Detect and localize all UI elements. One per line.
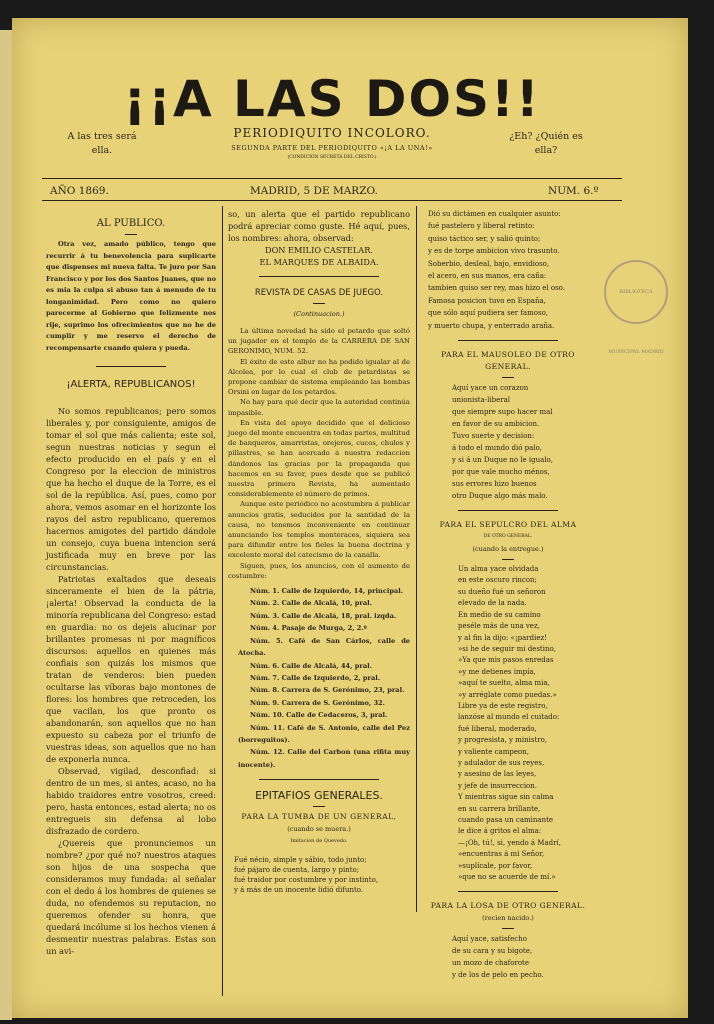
heading-sepulcro: PARA EL SEPULCRO DEL ALMA (439, 520, 577, 530)
poem-line: á todo el mundo dió palo, (452, 444, 543, 453)
poem-line: cuando pasa un caminante (458, 816, 554, 824)
poem-line: »aquí te suelto, alma mia, (458, 679, 550, 688)
poem-tumba (228, 855, 410, 895)
poem-line: y si á un Duque no le igualo, (452, 456, 553, 465)
revista-para-4: En vista del apoyo decidido que el delicioso juego del monte encuentra en todas partes, multitud de banqueros, amarristas, orejeros, cucos, chulos y pillastres, se han acercado á nuestra redaccion dándonos las gracias por la propaganda que hacemos en su favor, pues desde que se publicó nuestra primera Revista, ha aumentado considerablemente el número de primos. (228, 418, 410, 499)
dateline-place-date: MADRID, 5 DE MARZO. (250, 185, 378, 197)
poem-line: fué pájaro de cuenta, largo y pinto; (234, 866, 360, 875)
poem-line: que sólo aquí pudiera ser famoso, (428, 309, 549, 318)
poem-line: en este oscuro rincon; (458, 576, 537, 585)
poem-line: le dice á gritos el alma: (458, 827, 542, 836)
poem-line: »suplícale, por favor, (458, 861, 533, 870)
alerta-para-4: ¿Quereis que pronunciemos un nombre? ¿por qué no? nuestros ataques son hijos de una sospecha que consideramos muy fundada: al señalar con el dedo á los hombres de quienes se duda, no ofendemos su reputacion, no queremos ofender su honra, que quedará incólume si los hechos vienen á desmentir nuestras palabras. Estas son un avi- (46, 838, 216, 956)
poem-line: »si he de seguir mi destino, (458, 644, 556, 653)
page-edge-left (0, 30, 12, 1020)
poem-line: Famosa posicion tuvo en España, (428, 296, 546, 305)
gambling-house-item: Núm. 2. Calle de Alcalá, 10, pral. (250, 599, 372, 608)
section-rule (458, 891, 558, 892)
poem-line: y progresista, y ministro, (458, 736, 548, 745)
gambling-house-item: Núm. 1. Calle de Izquierdo, 14, principal. (250, 587, 404, 596)
poem-line: en favor de su ambicion. (452, 420, 540, 429)
library-stamp: BIBLIOTECA MUNICIPAL MADRID (604, 260, 668, 324)
poem-line: de su cara y su bigote, (452, 947, 533, 956)
revista-para-2: El éxito de este albur no ha podido igualar al de Alcolea, por lo cual el club de petardistas se propone cambiar de sistema empleando las bombas Orsini en lugar de los petardos. (228, 357, 410, 397)
poem-line: »encuentras á mi Señor, (458, 850, 545, 859)
dateline-year: AÑO 1869. (50, 185, 109, 197)
epitafio-subhead-1c: Imitacion de Quevedo. (290, 838, 348, 845)
gambling-house-item: Núm. 7. Calle de Izquierdo, 2, pral. (250, 673, 381, 682)
column-1 (46, 218, 216, 957)
poem-line: »y arréglate como puedas.» (458, 690, 557, 699)
alerta-para-2: Patriotas exaltados que deseais sinceramente el bien de la pátria, ¡alerta! Observad la conducta de la minoría republicana del Congreso: estad en guardia: no os dejeis alucinar por brillantes promesas ni por magníficos discursos: aquellos en quienes más confiais son quizás los mismos que tratan de venderos: bien pueden ocultarse las víboras bajo montones de flores: los hombres que retroceden, los que vacilan, los que pronto os abandonarán, son aquellos que no han expuesto su cabeza por el triunfo de vuestras ideas, son aquellos que no han de exponerla nunca. (46, 574, 216, 764)
heading-alerta: ¡ALERTA, REPUBLICANOS! (66, 379, 196, 390)
poem-line: Libre ya de este registro, (458, 701, 548, 710)
poem-line: y muerto chupa, y enterrado araña. (428, 321, 555, 330)
poem-line: el acero, en sus manos, era caña: (428, 272, 547, 281)
masthead-subtitle-3: (CONDICION SECRETA DEL CRISTO.) (287, 155, 377, 160)
poem-mausoleo (422, 382, 594, 502)
poem-line: »y me detienes impía, (458, 667, 536, 676)
poem-line: por que vale mucho ménos, (452, 468, 550, 477)
poem-tumba-cont (422, 208, 594, 332)
rule-dateline (42, 200, 622, 201)
poem-line: fué pastelero y liberal retinto: (428, 222, 535, 231)
poem-line: quiso táctico ser, y salió quinto; (428, 234, 541, 243)
poem-line: lanzóse al mundo el cuitado: (458, 713, 560, 722)
poem-line: Dió su dictámen en cualquier asunto: (428, 210, 561, 218)
poem-line: unionista-liberal (452, 396, 511, 405)
poem-line: —¡Oh, tú!, si, yendo á Madrí, (458, 838, 561, 847)
poem-line: otro Duque algo más malo. (452, 492, 548, 501)
poem-line: y adulador de sus reyes, (458, 758, 545, 767)
poem-line: peséle más de una vez, (458, 622, 540, 631)
short-rule (502, 559, 514, 560)
gambling-house-item: Núm. 3. Calle de Alcalá, 18, pral. izqda. (250, 611, 397, 620)
rule-top (42, 178, 622, 179)
short-rule (502, 928, 514, 929)
poem-line: »Ya que mis pasos enredas (458, 656, 554, 665)
poem-line: y al fin la dijo: «¡pardiez! (458, 633, 548, 642)
poem-line: elevado de la nada. (458, 599, 527, 608)
poem-losa (422, 933, 594, 981)
revista-body (228, 326, 410, 581)
epitafio-subhead-1: PARA LA TUMBA DE UN GENERAL, (241, 812, 397, 822)
poem-line: tambien quiso ser rey, mas hizo el oso. (428, 284, 565, 293)
section-rule (259, 276, 379, 277)
revista-para-5: Aunque este periódico no acostumbra á publicar anuncios gratis, seducidos por la santidad de la causa, no tenemos inconveniente en continuar anunciando los templos monteraces, siquiera sea para difundir entre los fieles la buena doctrina y excelente moral del catecismo de la canalla. (228, 500, 410, 560)
gambling-house-list (228, 585, 410, 771)
continuation-label: (Continuacion.) (293, 310, 345, 318)
right-ear-note: ¿Eh? ¿Quién es ella? (509, 131, 583, 156)
heading-revista: REVISTA DE CASAS DE JUEGO. (254, 288, 384, 298)
left-ear-note: A las tres será ella. (67, 131, 137, 156)
heading-losa: PARA LA LOSA DE OTRO GENERAL. (430, 901, 586, 911)
short-rule (125, 234, 137, 235)
short-rule (502, 377, 514, 378)
alerta-continuation: so, un alerta que el partido republicano podrá apreciar como guste. Hé aquí, pues, los nombres: ahora, observad: (228, 209, 410, 243)
poem-line: Aquí yace un corazon (452, 384, 529, 393)
section-rule (458, 340, 558, 341)
gambling-house-item: Núm. 9. Carrera de S. Gerónimo, 32. (250, 698, 385, 707)
short-rule (313, 303, 325, 304)
al-publico-text: Otra vez, amado público, tengo que recurrir á tu benevolencia para suplicarte que dispenses mi nueva falta. Te juro por San Francisco y por los dos Santos Juanes, que no es mia la culpa si abuso tan á menudo de tu longanimidad. Pero como no quiero parecerme al Gobierno que felizmente nos rije, suprimo los ofrecimientos que no he de cumplir y me reservo el derecho de recompensarte cuando quiera y pueda. (46, 240, 216, 352)
name-castelar: DON EMILIO CASTELAR. (265, 245, 373, 255)
heading-al-publico: AL PUBLICO. (96, 218, 166, 229)
newspaper-page (12, 18, 688, 1018)
poem-line: y es de torpe ambicion vivo trasunto. (428, 247, 560, 256)
poem-line: y de los de pelo en pecho. (452, 971, 544, 980)
column-3 (422, 208, 594, 981)
poem-line: y á más de un inocente lidió difunto. (234, 886, 364, 895)
poem-line: sus errores hizo buenos (452, 480, 537, 489)
section-rule (259, 779, 379, 780)
masthead-subtitle-2: SEGUNDA PARTE DEL PERIODIQUITO «¡A LA UNA!» (231, 144, 433, 152)
masthead-subtitle: PERIODIQUITO INCOLORO. (233, 126, 431, 140)
section-rule (458, 510, 558, 511)
poem-line: fué liberal, moderado, (458, 724, 537, 733)
name-albaida: EL MARQUES DE ALBAIDA. (259, 257, 379, 267)
poem-line: que siempre supo hacer mal (452, 408, 553, 417)
poem-line: un mozo de chaforote (452, 959, 529, 968)
poem-line: Un alma yace olvidada (458, 565, 539, 574)
epitafio-subhead-1b: (cuando se muera.) (287, 825, 351, 834)
poem-line: Tuvo suerte y decision: (452, 432, 535, 441)
gambling-house-item: Núm. 12. Calle del Carbon (una rifita muy inocente). (238, 748, 410, 769)
poem-line: en su carrera brillante, (458, 804, 541, 813)
gambling-house-item: Núm. 11. Café de S. Antonio, calle del Pez (borreguitos). (238, 723, 410, 744)
poem-line: su dueño fué un señoron (458, 587, 546, 596)
heading-sepulcro-b: DE OTRO GENERAL. (483, 534, 533, 540)
gambling-house-item: Núm. 10. Calle de Cedaceros, 3, pral. (250, 711, 388, 720)
gambling-house-item: Núm. 8. Carrera de S. Gerónimo, 23, pral. (250, 686, 405, 695)
poem-sepulcro (422, 564, 594, 883)
gambling-house-item: Núm. 4. Pasaje de Murga, 2, 2.º (250, 624, 367, 633)
poem-line: y valiente campeon, (458, 747, 529, 756)
poem-line: Soberbio, desleal, bajo, envidioso, (428, 259, 550, 268)
poem-line: fué traidor por costumbre y por instinto, (234, 876, 379, 885)
poem-line: y jefe de insurreccion. (458, 781, 538, 790)
poem-line: Fué nécio, simple y sábio, todo junto; (234, 856, 367, 865)
gambling-house-item: Núm. 6. Calle de Alcalá, 44, pral. (250, 661, 372, 670)
alerta-para-1: No somos republicanos; pero somos liberales y, por consiguiente, amigos de tomar el sol que más calienta; este sol, segun nuestras noticias y segun el efecto producido en el país y en el Congreso por la eleccion de ministros que ha hecho el duque de la Torre, es el sol de la república. Así, pues, como por ahora, vemos asomar en el horizonte los rayos del astro republicano, queremos hacernos amigotes del partido dándole un consejo, cuya buena intencion será justificada muy en breve por las circunstancias. (46, 406, 216, 572)
poem-line: Y mientras sigue sin calma (458, 793, 554, 802)
column-2 (228, 208, 410, 895)
column-rule-2 (416, 206, 417, 912)
masthead-title: ¡¡A LAS DOS!! (123, 70, 541, 128)
heading-losa-b: (recien nacido.) (482, 914, 534, 923)
revista-para-1: La última novedad ha sido el petardo que soltó un jugador en el templo de la CARRERA DE SAN GERONIMO, NUM. 52. (228, 327, 410, 356)
revista-para-6: Siguen, pues, los anuncios, con el aumento de costumbre: (228, 561, 410, 580)
heading-epitafios: EPITAFIOS GENERALES. (255, 789, 383, 803)
heading-sepulcro-c: (cuando la entregue.) (472, 545, 544, 554)
poem-line: En medio de su camino (458, 610, 541, 619)
column-rule-1 (222, 206, 223, 996)
poem-line: y asesino de las leyes, (458, 770, 537, 779)
dateline-number: NUM. 6.º (548, 185, 599, 197)
heading-mausoleo: PARA EL MAUSOLEO DE OTRO GENERAL. (441, 350, 575, 372)
alerta-para-3: Observad, vigilad, desconfiad: si dentro de un mes, si antes, acaso, no ha habido traidores entre vosotros, creed: pero, hasta entonces, estad alerta; no os entregueis sin defensa al lobo disfrazado de cordero. (46, 766, 216, 836)
poem-line: »que no se acuerde de mí.» (458, 873, 556, 882)
short-rule (313, 806, 325, 807)
section-rule (96, 366, 166, 367)
gambling-house-item: Núm. 5. Café de San Cárlos, calle de Atocha. (238, 636, 410, 658)
revista-para-3: No hay para qué decir que la autoridad continúa impasible. (228, 398, 410, 417)
poem-line: Aquí yace, satisfecho (452, 935, 527, 944)
